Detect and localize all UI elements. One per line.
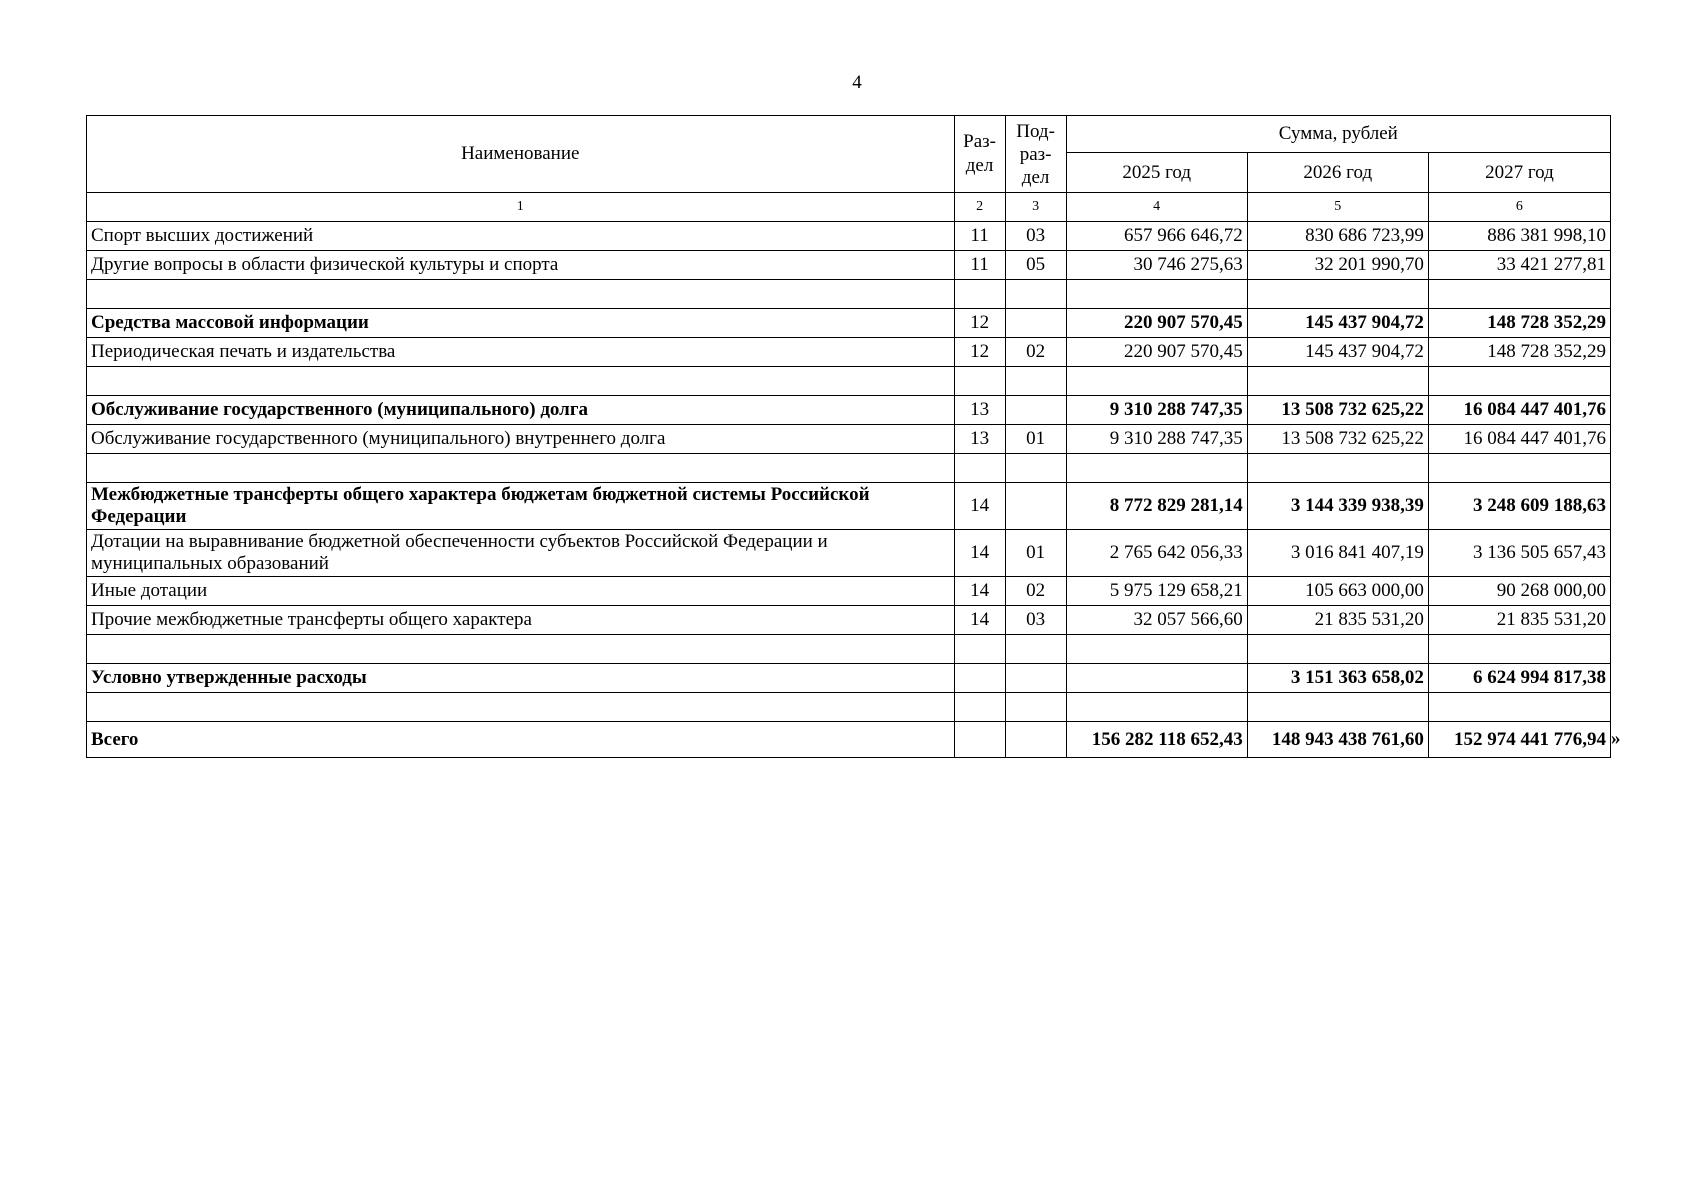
row-name: Условно утвержденные расходы — [87, 664, 955, 693]
row-value-2027: 148 728 352,29 — [1428, 338, 1610, 367]
row-value-2026: 148 943 438 761,60 — [1247, 722, 1428, 758]
blank-cell — [1005, 454, 1066, 483]
header-year-2027: 2027 год — [1428, 153, 1610, 193]
blank-cell — [954, 635, 1005, 664]
row-value-2025: 32 057 566,60 — [1066, 606, 1247, 635]
blank-cell — [1428, 635, 1610, 664]
row-section: 13 — [954, 425, 1005, 454]
blank-cell — [954, 280, 1005, 309]
row-section — [954, 664, 1005, 693]
row-value-2027: 90 268 000,00 — [1428, 577, 1610, 606]
blank-cell — [1005, 635, 1066, 664]
row-name: Прочие межбюджетные трансферты общего характера — [87, 606, 955, 635]
blank-cell — [87, 367, 955, 396]
col-number: 2 — [954, 193, 1005, 222]
col-number: 6 — [1428, 193, 1610, 222]
row-value-2027: 16 084 447 401,76 — [1428, 396, 1610, 425]
row-value-2026: 13 508 732 625,22 — [1247, 396, 1428, 425]
blank-cell — [1066, 454, 1247, 483]
table-row — [87, 664, 1611, 693]
row-subsection: 01 — [1005, 425, 1066, 454]
blank-cell — [1066, 693, 1247, 722]
row-name: Всего — [87, 722, 955, 758]
row-value-2026: 3 151 363 658,02 — [1247, 664, 1428, 693]
row-section — [954, 722, 1005, 758]
blank-cell — [1428, 693, 1610, 722]
col-number: 4 — [1066, 193, 1247, 222]
blank-cell — [87, 693, 955, 722]
blank-row — [87, 454, 1611, 483]
row-name: Обслуживание государственного (муниципального) долга — [87, 396, 955, 425]
blank-cell — [1005, 693, 1066, 722]
row-value-2026: 13 508 732 625,22 — [1247, 425, 1428, 454]
row-value-2025: 220 907 570,45 — [1066, 338, 1247, 367]
row-name: Межбюджетные трансферты общего характера бюджетам бюджетной системы Российской Федерации — [87, 483, 955, 530]
row-value-2026: 145 437 904,72 — [1247, 309, 1428, 338]
row-name: Обслуживание государственного (муниципального) внутреннего долга — [87, 425, 955, 454]
table-row — [87, 483, 1611, 530]
header-sum: Сумма, рублей — [1066, 116, 1610, 153]
row-value-2027: 3 136 505 657,43 — [1428, 530, 1610, 577]
col-number: 3 — [1005, 193, 1066, 222]
row-subsection — [1005, 396, 1066, 425]
row-subsection: 02 — [1005, 577, 1066, 606]
row-subsection: 03 — [1005, 606, 1066, 635]
blank-cell — [1428, 280, 1610, 309]
row-value-2027: 148 728 352,29 — [1428, 309, 1610, 338]
table-row — [87, 577, 1611, 606]
header-year-2026: 2026 год — [1247, 153, 1428, 193]
row-section: 11 — [954, 222, 1005, 251]
blank-cell — [1428, 454, 1610, 483]
row-name: Периодическая печать и издательства — [87, 338, 955, 367]
row-section: 12 — [954, 309, 1005, 338]
row-value-2026: 105 663 000,00 — [1247, 577, 1428, 606]
row-value-2027: 152 974 441 776,94 — [1428, 722, 1610, 758]
blank-cell — [1005, 280, 1066, 309]
row-value-2026: 21 835 531,20 — [1247, 606, 1428, 635]
blank-row — [87, 693, 1611, 722]
blank-cell — [1066, 367, 1247, 396]
table-row — [87, 309, 1611, 338]
blank-cell — [87, 635, 955, 664]
row-value-2025: 9 310 288 747,35 — [1066, 396, 1247, 425]
blank-cell — [954, 454, 1005, 483]
row-value-2026: 3 144 339 938,39 — [1247, 483, 1428, 530]
row-value-2025: 156 282 118 652,43 — [1066, 722, 1247, 758]
blank-cell — [1066, 635, 1247, 664]
closing-quote: » — [1611, 728, 1621, 749]
row-value-2026: 145 437 904,72 — [1247, 338, 1428, 367]
row-subsection — [1005, 664, 1066, 693]
blank-row — [87, 367, 1611, 396]
row-value-2025: 2 765 642 056,33 — [1066, 530, 1247, 577]
row-section: 13 — [954, 396, 1005, 425]
col-number: 1 — [87, 193, 955, 222]
blank-cell — [1005, 367, 1066, 396]
row-value-2025 — [1066, 664, 1247, 693]
total-row — [87, 722, 1611, 758]
row-value-2026: 32 201 990,70 — [1247, 251, 1428, 280]
blank-row — [87, 280, 1611, 309]
header-name: Наименование — [87, 116, 955, 193]
row-value-2027: 886 381 998,10 — [1428, 222, 1610, 251]
col-number: 5 — [1247, 193, 1428, 222]
blank-cell — [1428, 367, 1610, 396]
row-name: Средства массовой информации — [87, 309, 955, 338]
blank-cell — [1066, 280, 1247, 309]
row-subsection — [1005, 722, 1066, 758]
row-value-2026: 830 686 723,99 — [1247, 222, 1428, 251]
row-section: 14 — [954, 530, 1005, 577]
blank-cell — [1247, 454, 1428, 483]
row-name: Спорт высших достижений — [87, 222, 955, 251]
row-value-2027: 33 421 277,81 — [1428, 251, 1610, 280]
row-name: Другие вопросы в области физической культуры и спорта — [87, 251, 955, 280]
row-value-2025: 5 975 129 658,21 — [1066, 577, 1247, 606]
table-row — [87, 338, 1611, 367]
blank-cell — [954, 367, 1005, 396]
blank-cell — [87, 454, 955, 483]
row-value-2025: 9 310 288 747,35 — [1066, 425, 1247, 454]
row-value-2027: 21 835 531,20 — [1428, 606, 1610, 635]
row-name: Иные дотации — [87, 577, 955, 606]
row-subsection: 02 — [1005, 338, 1066, 367]
blank-cell — [1247, 635, 1428, 664]
blank-cell — [87, 280, 955, 309]
row-section: 12 — [954, 338, 1005, 367]
header-year-2025: 2025 год — [1066, 153, 1247, 193]
table-row — [87, 606, 1611, 635]
header-section: Раз- дел — [954, 116, 1005, 193]
row-value-2025: 657 966 646,72 — [1066, 222, 1247, 251]
row-value-2026: 3 016 841 407,19 — [1247, 530, 1428, 577]
table-row — [87, 251, 1611, 280]
row-value-2027: 6 624 994 817,38 — [1428, 664, 1610, 693]
row-value-2025: 8 772 829 281,14 — [1066, 483, 1247, 530]
table-row — [87, 222, 1611, 251]
row-name: Дотации на выравнивание бюджетной обеспеченности субъектов Российской Федерации и муниципальных образований — [87, 530, 955, 577]
table-row — [87, 530, 1611, 577]
row-value-2027: 16 084 447 401,76 — [1428, 425, 1610, 454]
row-subsection: 03 — [1005, 222, 1066, 251]
row-value-2025: 30 746 275,63 — [1066, 251, 1247, 280]
row-section: 11 — [954, 251, 1005, 280]
blank-cell — [1247, 280, 1428, 309]
blank-cell — [1247, 367, 1428, 396]
row-section: 14 — [954, 483, 1005, 530]
blank-row — [87, 635, 1611, 664]
blank-cell — [954, 693, 1005, 722]
row-subsection: 05 — [1005, 251, 1066, 280]
row-section: 14 — [954, 577, 1005, 606]
row-value-2027: 3 248 609 188,63 — [1428, 483, 1610, 530]
header-subsection: Под- раз- дел — [1005, 116, 1066, 193]
row-subsection — [1005, 309, 1066, 338]
row-subsection — [1005, 483, 1066, 530]
row-value-2025: 220 907 570,45 — [1066, 309, 1247, 338]
row-subsection: 01 — [1005, 530, 1066, 577]
table-row — [87, 425, 1611, 454]
row-section: 14 — [954, 606, 1005, 635]
table-row — [87, 396, 1611, 425]
page-number: 4 — [852, 72, 862, 93]
blank-cell — [1247, 693, 1428, 722]
budget-table — [86, 115, 1611, 758]
